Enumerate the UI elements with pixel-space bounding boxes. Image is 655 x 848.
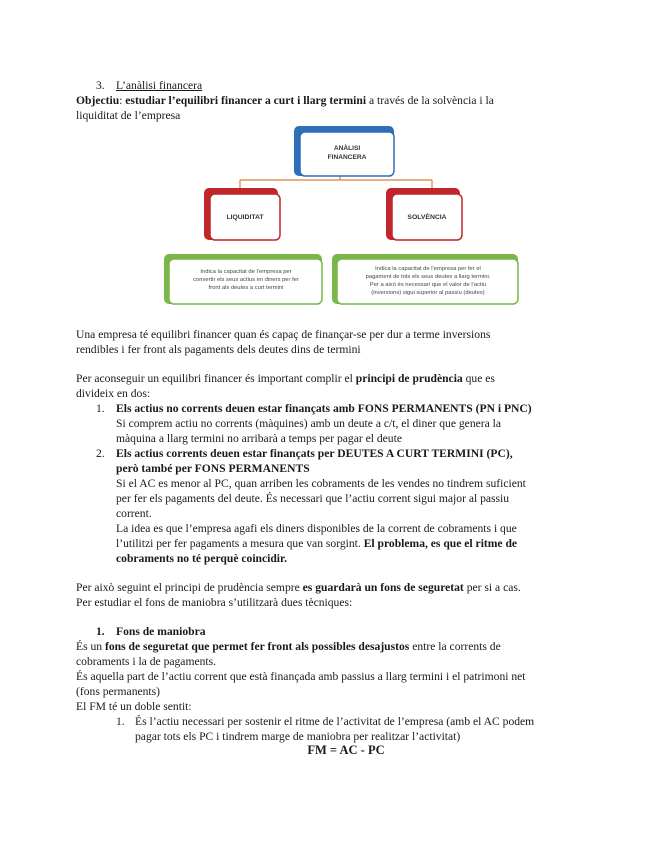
liquiditat-desc-3: front als deutes a curt termini	[208, 285, 284, 291]
solvencia-desc-3: Per a això és necessari que el valor de l’actiu	[369, 282, 487, 288]
objective-line-2: liquiditat de l’empresa	[76, 109, 181, 122]
liquiditat-box	[204, 188, 280, 240]
para4-post: entre la corrents de	[409, 640, 501, 653]
solvencia-desc-4: (inversions) sigui superior al passiu (deutes)	[371, 290, 485, 296]
sub1-line-1: És l’actiu necessari per sostenir el ritme de l’activitat de l’empresa (amb el AC podem	[135, 715, 535, 728]
para3-line-1	[76, 580, 586, 595]
para4-pre: És un	[76, 640, 105, 653]
para4-line-5: El FM té un doble sentit:	[76, 700, 192, 713]
list1-item2-num: 2.	[96, 447, 105, 460]
para4-line-4: (fons permanents)	[76, 685, 161, 698]
analisi-line-2: FINANCERA	[327, 154, 367, 161]
liquiditat-desc-2: convertir els seus actius en diners per fer	[193, 277, 299, 283]
list1-item2-line-6: cobraments no té perquè coincidir.	[116, 552, 288, 565]
para3-post: per si a cas.	[463, 581, 521, 594]
para2-bold: principi de prudència	[355, 372, 463, 385]
objective-colon: :	[119, 94, 126, 107]
list1-item2-line-4: La idea es que l’empresa agafi els diners disponibles de la corrent de cobraments i que	[116, 522, 517, 535]
list1-item2-line-1: Si el AC es menor al PC, quan arriben les cobraments de les vendes no tindrem suficient	[116, 477, 526, 490]
solvencia-desc-1: Indica la capacitat de l’empresa per fer el	[375, 266, 481, 272]
para2-pre: Per aconseguir un equilibri financer és important complir el	[76, 372, 356, 385]
objective-rest: a través de la solvència i la	[366, 94, 494, 107]
list1-item2-line-2: per fer els pagaments del deute. És necessari que l’actiu corrent sigui major al passiu	[116, 492, 510, 505]
solvencia-description-box	[332, 254, 518, 304]
para3-pre: Per això seguint el principi de prudència sempre	[76, 581, 303, 594]
para1-line-1: Una empresa té equilibri financer quan és capaç de finançar-se per dur a terme inversions	[76, 328, 491, 341]
para4-line-3: És aquella part de l’actiu corrent que està finançada amb passius a llarg termini i el patrimoni net	[76, 670, 526, 683]
objective-bold: estudiar l’equilibri financer a curt i llarg termini	[125, 94, 367, 107]
section1-num: 1.	[96, 625, 105, 638]
para4-line-1	[76, 639, 586, 654]
analisi-financera-box	[294, 126, 394, 176]
para1-line-2: rendibles i fer front als pagaments dels deutes dins de termini	[76, 343, 361, 356]
para4-line-2: cobraments i la de pagaments.	[76, 655, 217, 668]
solvencia-label: SOLVÈNCIA	[407, 214, 447, 221]
objective-label: Objectiu	[76, 94, 120, 107]
financial-analysis-diagram	[160, 124, 520, 308]
liquiditat-label: LIQUIDITAT	[226, 214, 264, 221]
solvencia-box	[386, 188, 462, 240]
list1-item2-l5-pre: l’utilitzi per fer pagaments a mesura que van sorgint.	[116, 537, 364, 550]
analisi-line-1: ANÀLISI	[333, 145, 361, 152]
section-title: L’anàlisi financera	[116, 79, 203, 92]
para2-line-1	[76, 371, 586, 386]
section-number: 3.	[96, 79, 105, 92]
list1-item1-num: 1.	[96, 402, 105, 415]
list1-item1-line-2: màquina a llarg termini no arribarà a temps per pagar el deute	[116, 432, 402, 445]
liquiditat-desc-1: Indica la capacitat de l’empresa per	[200, 269, 292, 275]
list1-item1-line-1: Si comprem actiu no corrents (màquines) amb un deute a c/t, el diner que genera la	[116, 417, 502, 430]
para2-line-2: divideix en dos:	[76, 387, 151, 400]
objective-line-1	[76, 93, 586, 108]
list1-item2-title-1: Els actius corrents deuen estar finançats per DEUTES A CURT TERMINI (PC),	[116, 447, 513, 460]
section1-title: Fons de maniobra	[116, 625, 206, 638]
sub1-line-2: pagar tots els PC i tindrem marge de maniobra per realitzar l’activitat)	[135, 730, 461, 743]
para2-post: que es	[462, 372, 495, 385]
list1-item2-l5-bold: El problema, es que el ritme de	[363, 537, 518, 550]
list1-item2-title-2: però també per FONS PERMANENTS	[116, 462, 310, 475]
formula: FM = AC - PC	[307, 743, 385, 757]
liquiditat-description-box	[164, 254, 322, 304]
solvencia-desc-2: pagament de tots els seus deutes a llarg termini.	[365, 274, 491, 280]
list1-item2-line-3: corrent.	[116, 507, 152, 520]
para3-line-2: Per estudiar el fons de maniobra s’utilitzarà dues tècniques:	[76, 596, 353, 609]
sub1-num: 1.	[116, 715, 125, 728]
para4-bold: fons de seguretat que permet fer front als possibles desajustos	[104, 640, 410, 653]
para3-bold: es guardarà un fons de seguretat	[302, 581, 464, 594]
list1-item1-title: Els actius no corrents deuen estar finançats amb FONS PERMANENTS (PN i PNC)	[116, 402, 532, 415]
list1-item2-line-5	[116, 536, 517, 551]
